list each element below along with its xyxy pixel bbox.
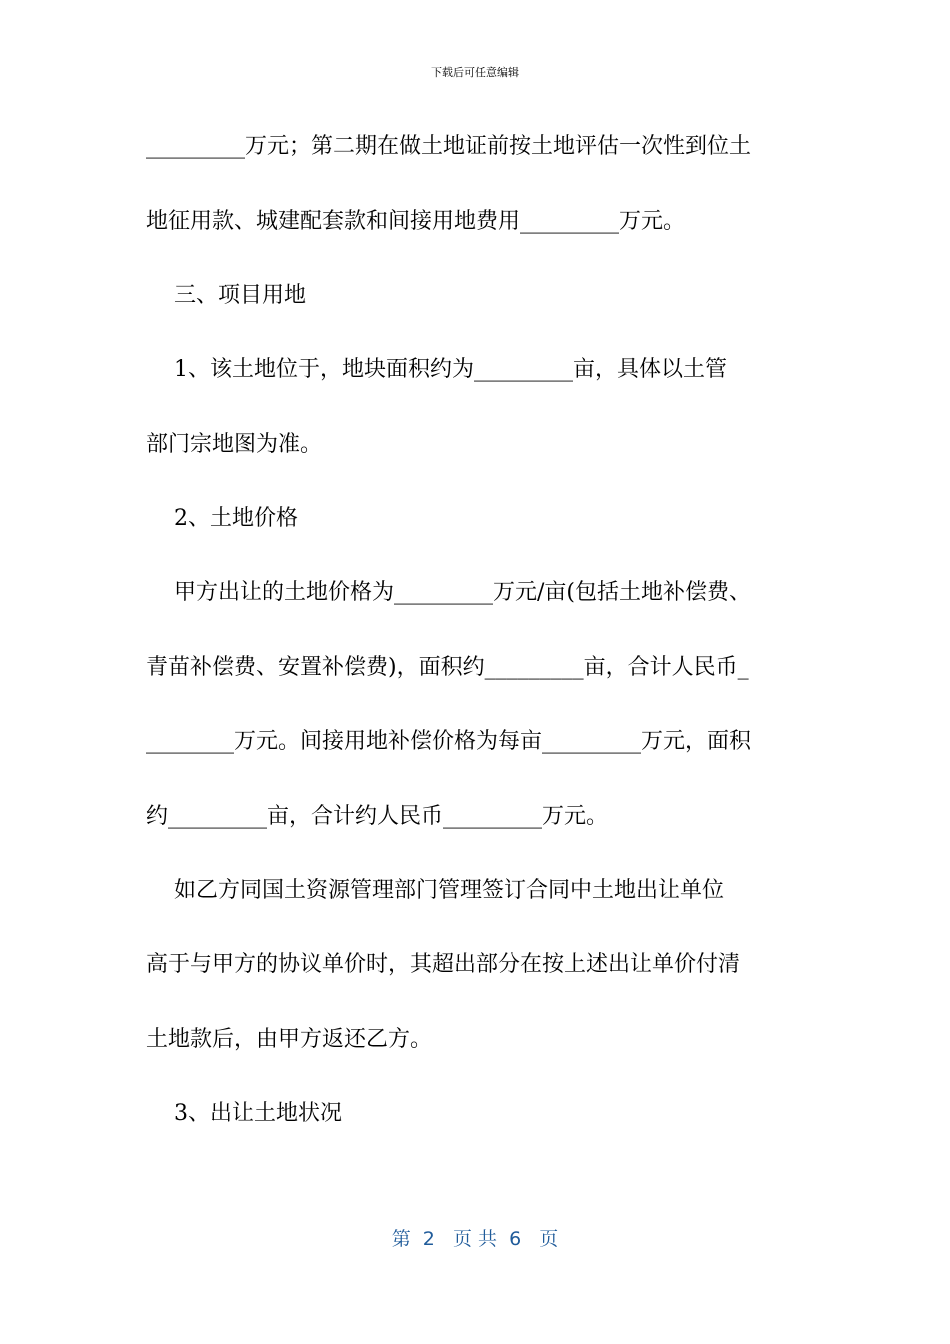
body-line: 高于与甲方的协议单价时，其超出部分在按上述出让单价付清 bbox=[146, 952, 741, 977]
page-header: 下载后可任意编辑 bbox=[431, 66, 519, 79]
body-line: 青苗补偿费、安置补偿费)，面积约_________亩，合计人民币_ bbox=[146, 655, 749, 680]
body-line: 1、该土地位于，地块面积约为_________亩，具体以土管 bbox=[146, 357, 727, 382]
subsection-heading: 2、土地价格 bbox=[146, 506, 298, 531]
body-line: 部门宗地图为准。 bbox=[146, 432, 323, 457]
body-line: 土地款后，由甲方返还乙方。 bbox=[146, 1027, 433, 1052]
body-line: 如乙方同国土资源管理部门管理签订合同中土地出让单位 bbox=[146, 878, 724, 903]
section-heading: 三、项目用地 bbox=[146, 283, 306, 308]
body-line: _________万元；第二期在做土地证前按土地评估一次性到位土 bbox=[146, 134, 752, 159]
body-line: 约_________亩，合计约人民币_________万元。 bbox=[146, 804, 609, 829]
body-line: 地征用款、城建配套款和间接用地费用_________万元。 bbox=[146, 209, 686, 234]
page-number-footer: 第 2 页 共 6 页 bbox=[391, 1228, 559, 1250]
body-line: 甲方出让的土地价格为_________万元/亩(包括土地补偿费、 bbox=[146, 580, 751, 605]
body-line: ________万元。间接用地补偿价格为每亩_________万元，面积 bbox=[146, 729, 752, 754]
subsection-heading: 3、出让土地状况 bbox=[146, 1101, 342, 1126]
